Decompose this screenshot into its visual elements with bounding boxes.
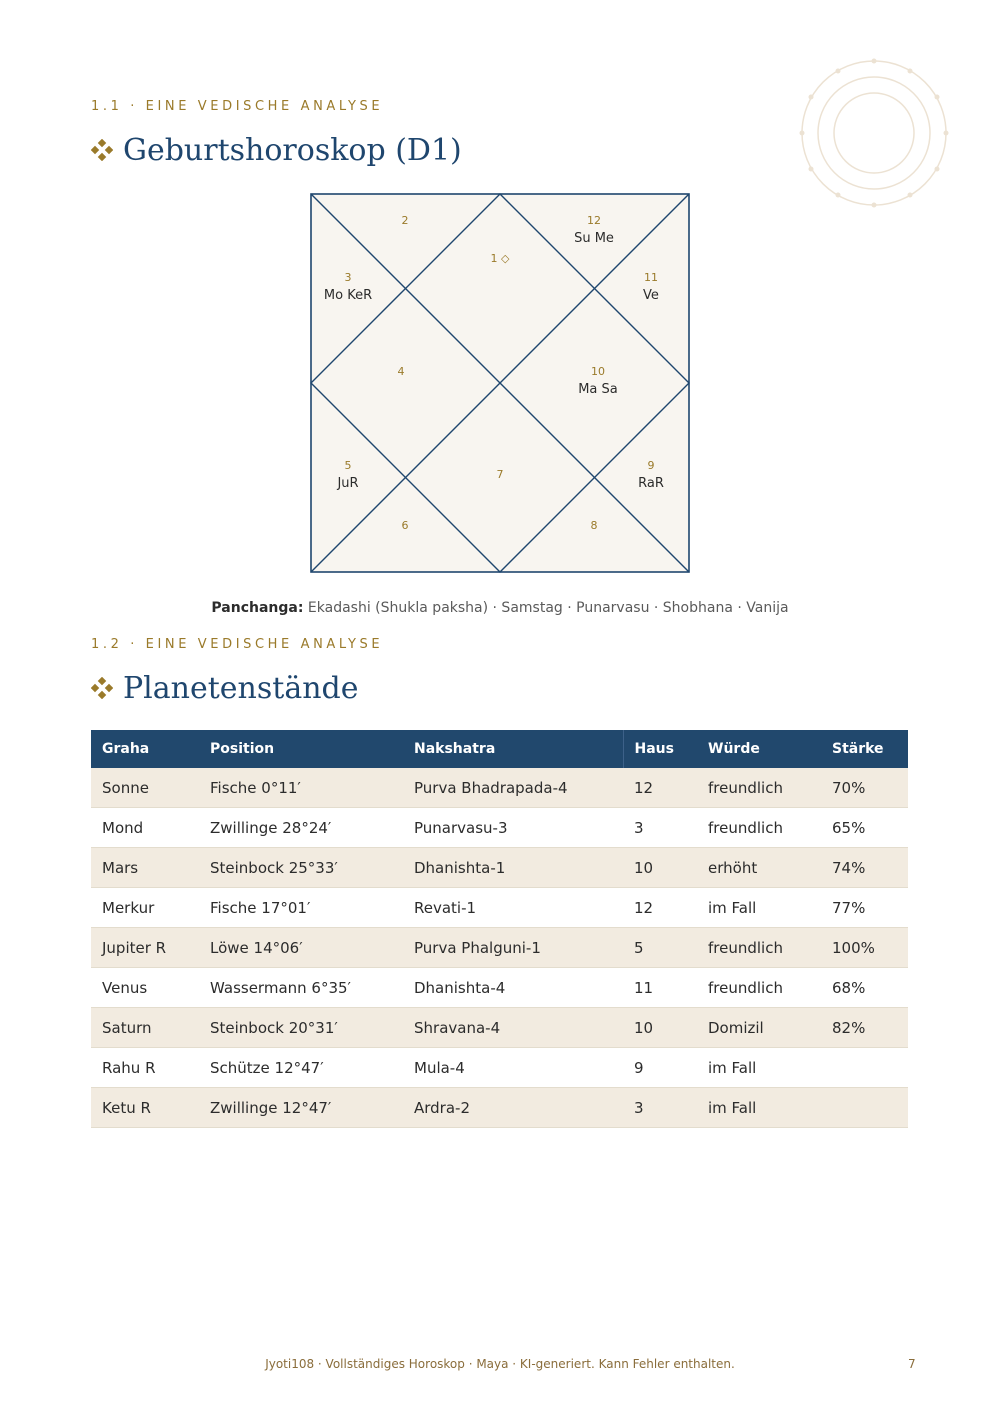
cell-haus: 10: [623, 1008, 697, 1048]
chart-house-8: [544, 517, 644, 535]
cell-staerke: 74%: [821, 848, 908, 888]
cell-haus: 9: [623, 1048, 697, 1088]
cell-staerke: 68%: [821, 968, 908, 1008]
section-eyebrow: 1.1 · EINE VEDISCHE ANALYSE: [91, 99, 384, 114]
section-title-text: Geburtshoroskop (D1): [123, 133, 462, 168]
page-number: 7: [908, 1357, 916, 1371]
cell-position: Schütze 12°47′: [199, 1048, 403, 1088]
cell-haus: 5: [623, 928, 697, 968]
birth-chart: [310, 193, 690, 573]
house-number: 1 ◇: [490, 252, 510, 265]
column-header-wuerde: Würde: [697, 730, 821, 768]
cell-position: Fische 17°01′: [199, 888, 403, 928]
table-row: [91, 928, 908, 968]
chart-house-3: [298, 269, 398, 305]
cell-wuerde: im Fall: [697, 888, 821, 928]
cell-graha: Ketu R: [91, 1088, 199, 1128]
section-title-text: Planetenstände: [123, 671, 359, 706]
house-number: 3: [344, 271, 352, 284]
column-header-graha: Graha: [91, 730, 199, 768]
cell-haus: 10: [623, 848, 697, 888]
cell-position: Steinbock 25°33′: [199, 848, 403, 888]
cell-staerke: 100%: [821, 928, 908, 968]
cell-haus: 3: [623, 1088, 697, 1128]
column-header-haus: Haus: [623, 730, 697, 768]
chart-house-11: [601, 269, 701, 305]
table-row: [91, 808, 908, 848]
chart-house-6: [355, 517, 455, 535]
column-header-position: Position: [199, 730, 403, 768]
cell-position: Zwillinge 12°47′: [199, 1088, 403, 1128]
section-title: [91, 133, 462, 168]
cell-position: Fische 0°11′: [199, 768, 403, 808]
diamond-ornament-icon: [91, 134, 113, 156]
cell-staerke: [821, 1048, 908, 1088]
cell-position: Steinbock 20°31′: [199, 1008, 403, 1048]
cell-graha: Mond: [91, 808, 199, 848]
house-number: 12: [587, 214, 601, 227]
cell-staerke: [821, 1088, 908, 1128]
cell-nakshatra: Dhanishta-4: [403, 968, 623, 1008]
section-title: [91, 671, 359, 706]
planet-positions-table: [91, 730, 908, 1128]
cell-haus: 12: [623, 888, 697, 928]
cell-nakshatra: Punarvasu-3: [403, 808, 623, 848]
house-planets: Ve: [643, 288, 659, 303]
chart-house-1: [450, 250, 550, 268]
house-planets: JuR: [337, 476, 359, 491]
house-planets: Su Me: [574, 231, 614, 246]
cell-staerke: 65%: [821, 808, 908, 848]
chart-house-7: [450, 466, 550, 484]
chart-house-12: [544, 212, 644, 248]
chart-house-2: [355, 212, 455, 230]
house-number: 7: [496, 468, 504, 481]
house-number: 6: [401, 519, 409, 532]
table-row: [91, 768, 908, 808]
cell-wuerde: erhöht: [697, 848, 821, 888]
house-planets: RaR: [638, 476, 664, 491]
cell-graha: Jupiter R: [91, 928, 199, 968]
cell-wuerde: freundlich: [697, 768, 821, 808]
section-eyebrow: 1.2 · EINE VEDISCHE ANALYSE: [91, 637, 384, 652]
table-row: [91, 848, 908, 888]
cell-wuerde: im Fall: [697, 1048, 821, 1088]
house-planets: Ma Sa: [578, 382, 618, 397]
table-row: [91, 1008, 908, 1048]
cell-haus: 3: [623, 808, 697, 848]
column-header-staerke: Stärke: [821, 730, 908, 768]
house-number: 11: [644, 271, 658, 284]
cell-graha: Mars: [91, 848, 199, 888]
cell-staerke: 82%: [821, 1008, 908, 1048]
cell-wuerde: im Fall: [697, 1088, 821, 1128]
cell-nakshatra: Mula-4: [403, 1048, 623, 1088]
house-number: 4: [397, 365, 405, 378]
house-planets: Mo KeR: [323, 288, 373, 303]
cell-graha: Rahu R: [91, 1048, 199, 1088]
cell-wuerde: Domizil: [697, 1008, 821, 1048]
cell-position: Löwe 14°06′: [199, 928, 403, 968]
cell-nakshatra: Purva Phalguni-1: [403, 928, 623, 968]
cell-wuerde: freundlich: [697, 808, 821, 848]
panchanga-value: Ekadashi (Shukla paksha) · Samstag · Punarvasu · Shobhana · Vanija: [307, 600, 789, 616]
cell-wuerde: freundlich: [697, 968, 821, 1008]
table-row: [91, 1088, 908, 1128]
cell-graha: Sonne: [91, 768, 199, 808]
cell-graha: Merkur: [91, 888, 199, 928]
cell-staerke: 77%: [821, 888, 908, 928]
cell-position: Zwillinge 28°24′: [199, 808, 403, 848]
cell-nakshatra: Ardra-2: [403, 1088, 623, 1128]
cell-nakshatra: Purva Bhadrapada-4: [403, 768, 623, 808]
table-row: [91, 1048, 908, 1088]
cell-nakshatra: Shravana-4: [403, 1008, 623, 1048]
column-header-nakshatra: Nakshatra: [403, 730, 623, 768]
ornament-circles-icon: [796, 58, 952, 208]
chart-house-4: [351, 363, 451, 381]
house-number: 8: [590, 519, 598, 532]
cell-graha: Venus: [91, 968, 199, 1008]
house-number: 5: [344, 459, 352, 472]
cell-position: Wassermann 6°35′: [199, 968, 403, 1008]
cell-nakshatra: Revati-1: [403, 888, 623, 928]
house-number: 10: [591, 365, 605, 378]
house-number: 2: [401, 214, 409, 227]
cell-graha: Saturn: [91, 1008, 199, 1048]
cell-wuerde: freundlich: [697, 928, 821, 968]
diamond-ornament-icon: [91, 672, 113, 694]
table-row: [91, 888, 908, 928]
chart-house-10: [548, 363, 648, 399]
table-row: [91, 968, 908, 1008]
cell-nakshatra: Dhanishta-1: [403, 848, 623, 888]
panchanga-label: Panchanga:: [211, 600, 304, 616]
page-footer: Jyoti108 · Vollständiges Horoskop · Maya · KI-generiert. Kann Fehler enthalten.: [265, 1357, 735, 1371]
house-number: 9: [647, 459, 655, 472]
cell-staerke: 70%: [821, 768, 908, 808]
chart-house-5: [298, 457, 398, 493]
panchanga-line: [0, 600, 1000, 616]
cell-haus: 11: [623, 968, 697, 1008]
table-header-row: [91, 730, 908, 768]
cell-haus: 12: [623, 768, 697, 808]
chart-house-9: [601, 457, 701, 493]
